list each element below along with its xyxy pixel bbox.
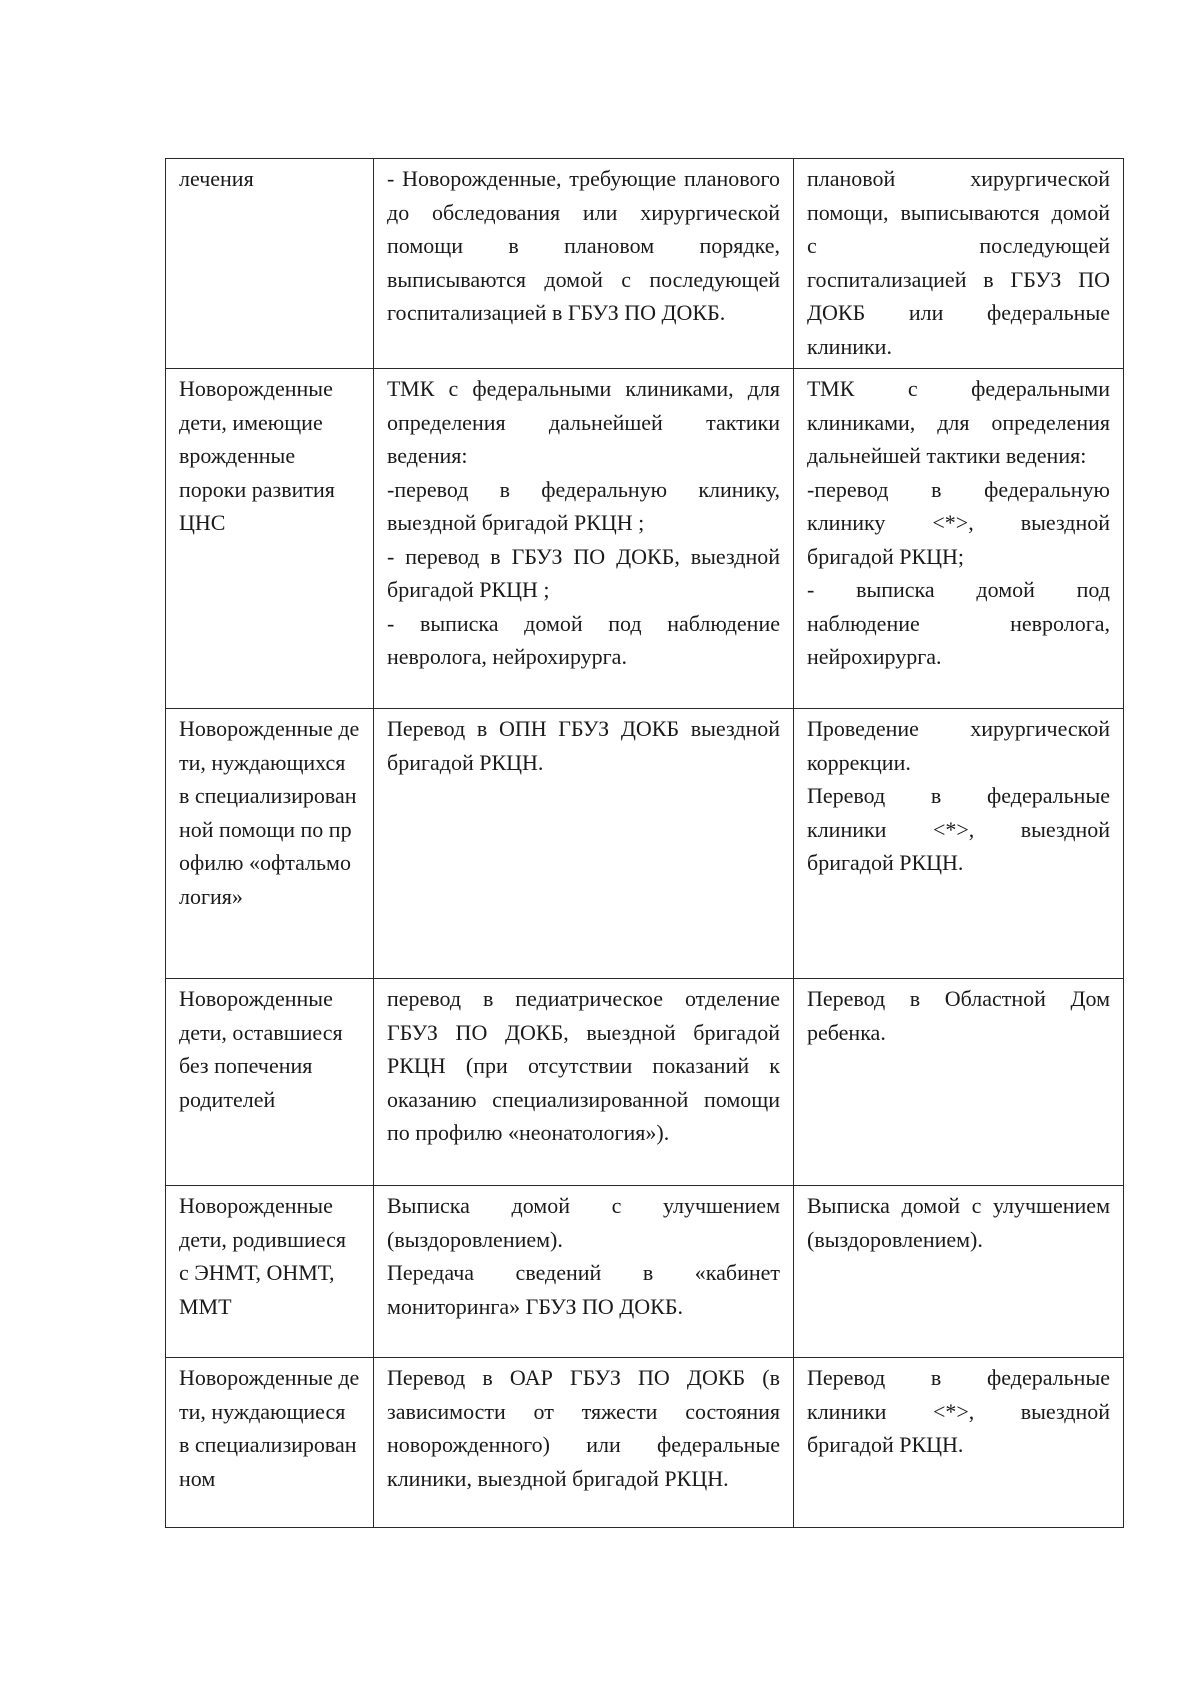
table-cell-outcome [794,709,1124,979]
cell-text: ТМК с федеральными клиниками, для определения дальнейшей тактики ведения: -перевод в федеральную клинику <*>, выездной бригадой РКЦН; - выписка домой под наблюдение невролога, нейрохирурга. [807,376,1110,669]
table-cell-outcome [794,1186,1124,1358]
table-row [166,369,1124,709]
cell-text: плановой хирургической помощи, выписываются домой с последующей госпитализацией в ГБУЗ ПО ДОКБ или федеральные клиники. [807,166,1110,359]
cell-text: Новорожденные дети, родившиеся с ЭНМТ, ОНМТ, ММТ [179,1193,346,1319]
table-cell-outcome [794,1358,1124,1528]
cell-text: - Новорожденные, требующие планового до обследования или хирургической помощи в плановом порядке, выписываются домой с последующей госпитализацией в ГБУЗ ПО ДОКБ. [387,166,780,325]
table-row [166,979,1124,1186]
cell-text: Перевод в ОАР ГБУЗ ПО ДОКБ (в зависимости от тяжести состояния новорожденного) или федеральные клиники, выездной бригадой РКЦН. [387,1365,780,1491]
cell-text: ТМК с федеральными клиниками, для определения дальнейшей тактики ведения: -перевод в федеральную клинику, выездной бригадой РКЦН ; - перевод в ГБУЗ ПО ДОКБ, выездной бригадой РКЦН ; - выписка домой под наблюдение невролога, нейрохирурга. [387,376,780,669]
table-cell-outcome [794,979,1124,1186]
table-cell-patient-group [166,369,374,709]
table-cell-patient-group [166,979,374,1186]
cell-text: лечения [179,166,254,191]
table-cell-outcome [794,159,1124,369]
table-cell-outcome [794,369,1124,709]
table-cell-patient-group [166,1186,374,1358]
cell-text: Перевод в федеральные клиники <*>, выездной бригадой РКЦН. [807,1365,1110,1457]
table-row [166,159,1124,369]
table-cell-action [374,979,794,1186]
table-row [166,1358,1124,1528]
cell-text: Новорожденные дети, оставшиеся без попечения родителей [179,986,343,1112]
table-cell-action [374,709,794,979]
cell-text: Новорожденные дети, нуждающихся в специализированной помощи по профилю «офтальмология» [179,716,360,909]
cell-text: Перевод в ОПН ГБУЗ ДОКБ выездной бригадой РКЦН. [387,716,780,775]
document-table [165,158,1124,1528]
table-cell-patient-group [166,709,374,979]
table-row [166,709,1124,979]
table-cell-patient-group [166,1358,374,1528]
cell-text: Новорожденные дети, имеющие врожденные пороки развития ЦНС [179,376,335,535]
table-cell-action [374,369,794,709]
table-cell-action [374,1186,794,1358]
table-cell-patient-group [166,159,374,369]
table-cell-action [374,159,794,369]
table-row [166,1186,1124,1358]
cell-text: Выписка домой с улучшением (выздоровлением). [807,1193,1110,1252]
cell-text: Перевод в Областной Дом ребенка. [807,986,1110,1045]
cell-text: перевод в педиатрическое отделение ГБУЗ ПО ДОКБ, выездной бригадой РКЦН (при отсутствии показаний к оказанию специализированной помощи по профилю «неонатология»). [387,986,780,1145]
table-cell-action [374,1358,794,1528]
cell-text: Проведение хирургической коррекции. Перевод в федеральные клиники <*>, выездной бригадой РКЦН. [807,716,1110,875]
cell-text: Выписка домой с улучшением (выздоровлением). Передача сведений в «кабинет мониторинга» ГБУЗ ПО ДОКБ. [387,1193,780,1319]
cell-text: Новорожденные дети, нуждающиеся в специализированном [179,1365,360,1491]
